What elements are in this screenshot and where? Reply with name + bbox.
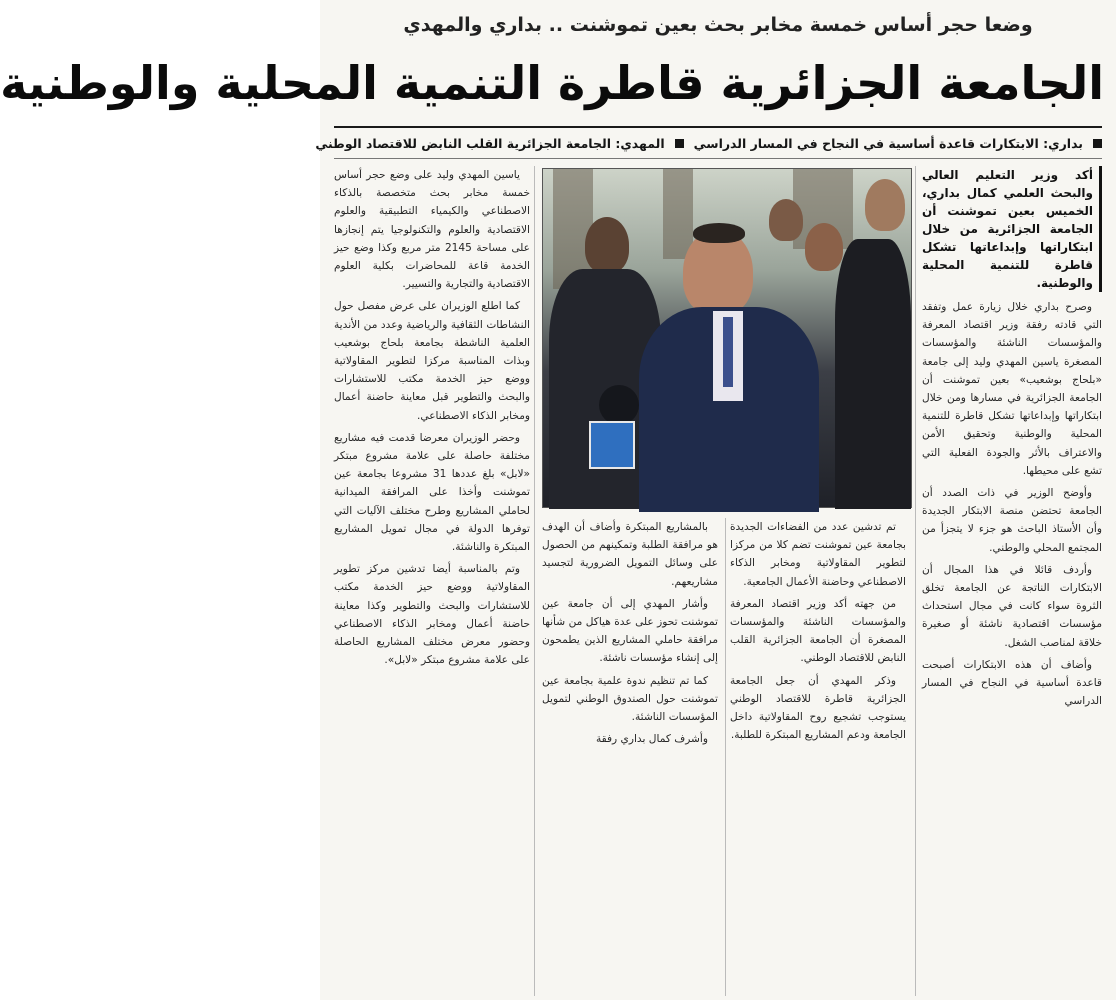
bullet-square-icon bbox=[675, 139, 684, 148]
column-divider bbox=[534, 166, 535, 996]
person-head bbox=[805, 223, 843, 271]
person-body bbox=[835, 239, 911, 509]
paragraph: بالمشاريع المبتكرة وأضاف أن الهدف هو مرافقة الطلبة وتمكينهم من الحصول على وسائل التمويل الضرورية لتجسيد مشاريعهم. bbox=[542, 521, 718, 588]
paragraph: وأضاف أن هذه الابتكارات أصبحت قاعدة أساسية في النجاح في المسار الدراسي bbox=[922, 658, 1102, 708]
paragraph: كما تم تنظيم ندوة علمية بجامعة عين تموشنت حول الصندوق الوطني لتمويل المؤسسات الناشئة. bbox=[542, 674, 718, 724]
paragraph: وحضر الوزيران معرضا قدمت فيه مشاريع مختلفة حاصلة على علامة مشروع مبتكر «لابل» بلغ عددها 31 مشروعا بجامعة عين تموشنت وأخذا على المرافقة الميدانية لحاملي المشاريع وطرح مختلف الآليات التي توفرها الدولة في مجال تمويل المشاريع المبتكرة والناشئة. bbox=[334, 431, 530, 554]
column-left bbox=[334, 166, 530, 996]
microphone-flag-icon bbox=[589, 421, 635, 469]
column-right bbox=[922, 166, 1102, 996]
paragraph: وصرح بداري خلال زيارة عمل وتفقد التي قادته رفقة وزير اقتصاد المعرفة والمؤسسات الناشئة والمؤسسات المصغرة ياسين المهدي وليد إلى جامعة «بلحاج بوشعيب» بعين تموشنت أن الجامعة الجزائرية في مسارها ومن خلال ابتكاراتها وإبداعاتها تشكل قاطرة للتنمية المحلية والوطنية وتحقيق الأمن والاعتراف بالأثر والجودة الفعلية التي تشع على محيطها. bbox=[922, 301, 1102, 477]
subdeck-item-mehdi: المهدي: الجامعة الجزائرية القلب النابض للاقتصاد الوطني bbox=[315, 135, 665, 151]
column-middle-right bbox=[730, 518, 906, 996]
article-kicker: وضعا حجر أساس خمسة مخابر بحث بعين تموشنت .. بداري والمهدي bbox=[403, 14, 1033, 36]
photo-background bbox=[663, 169, 693, 259]
article-lead: أكد وزير التعليم العالي والبحث العلمي كمال بداري، الخميس بعين تموشنت أن الجامعة الجزائرية من خلال ابتكاراتها وإبداعاتها تشكل قاطرة للتنمية المحلية والوطنية. bbox=[922, 166, 1102, 292]
news-photo bbox=[542, 168, 912, 508]
divider bbox=[334, 126, 1102, 128]
person-hair bbox=[693, 223, 745, 243]
paragraph: وأشار المهدي إلى أن جامعة عين تموشنت تحوز على عدة هياكل من شأنها مرافقة حاملي المشاريع الذين يطمحون إلى إنشاء مؤسسات ناشئة. bbox=[542, 597, 718, 665]
person-head bbox=[769, 199, 803, 241]
article-headline: الجامعة الجزائرية قاطرة التنمية المحلية والوطنية bbox=[0, 56, 1104, 110]
person-head bbox=[865, 179, 905, 231]
bullet-square-icon bbox=[1093, 139, 1102, 148]
paragraph: من جهته أكد وزير اقتصاد المعرفة والمؤسسات الناشئة والمؤسسات المصغرة أن الجامعة الجزائرية القلب النابض للاقتصاد الوطني. bbox=[730, 597, 906, 665]
subdeck-item-bedari: بداري: الابتكارات قاعدة أساسية في النجاح في المسار الدراسي bbox=[693, 135, 1083, 151]
column-middle-left bbox=[542, 518, 718, 996]
paragraph: تم تدشين عدد من الفضاءات الجديدة بجامعة عين تموشنت تضم كلا من مركزا لتطوير المقاولاتية ومخابر الذكاء الاصطناعي وحاضنة الأعمال الجامعية. bbox=[730, 521, 906, 588]
article-subdeck bbox=[315, 130, 1102, 156]
paragraph: وذكر المهدي أن جعل الجامعة الجزائرية قاطرة للاقتصاد الوطني يستوجب تشجيع روح المقاولاتية داخل الجامعة ودعم المشاريع المبتكرة للطلبة. bbox=[730, 674, 906, 742]
microphone-icon bbox=[599, 385, 639, 425]
paragraph: وأشرف كمال بداري رفقة bbox=[595, 733, 708, 746]
person-head bbox=[585, 217, 629, 273]
paragraph: كما اطلع الوزيران على عرض مفصل حول النشاطات الثقافية والرياضية وعدد من الأندية العلمية الناشطة بجامعة بلحاج بوشعيب وبذات المناسبة مركزا لتطوير المقاولاتية ووضع حيز الخدمة مكتب للاستشارات والبحث والتطوير قبل معاينة حاضنة أعمال ومخابر الذكاء الاصطناعي. bbox=[334, 300, 530, 422]
column-divider bbox=[725, 518, 726, 996]
column-divider bbox=[915, 166, 916, 996]
paragraph: وتم بالمناسبة أيضا تدشين مركز تطوير المقاولاتية ووضع حيز الخدمة مكتب للاستشارات والبحث والتطوير وكذا معاينة حاضنة أعمال ومخابر الذكاء الاصطناعي وحضور معرض مختلف المشاريع الحاصلة على علامة مشروع مبتكر «لابل». bbox=[334, 563, 530, 667]
paragraph: ياسين المهدي وليد على وضع حجر أساس خمسة مخابر بحث متخصصة بالذكاء الاصطناعي والكيمياء التطبيقية والعلوم الاقتصادية والعلوم والتكنولوجيا يتم إنجازها على مساحة 2145 متر مربع وكذا وضع حيز الخدمة قاعة للمحاضرات بكلية العلوم الاقتصادية والتجارية والتسيير. bbox=[334, 169, 530, 291]
paragraph: وأردف قائلا في هذا المجال أن الابتكارات الناتجة عن الجامعة تخلق الثروة سواء كانت في مجال استحداث مؤسسات اقتصادية ناشئة أو صغيرة خلاقة لمناصب الشغل. bbox=[922, 563, 1102, 649]
divider bbox=[334, 158, 1102, 159]
paragraph: وأوضح الوزير في ذات الصدد أن الجامعة تحتضن منصة الابتكار الجديدة وأن الأستاذ الباحث هو جزء لا يتجزأ من المجتمع المحلي والوطني. bbox=[922, 487, 1102, 554]
tie bbox=[723, 317, 733, 387]
